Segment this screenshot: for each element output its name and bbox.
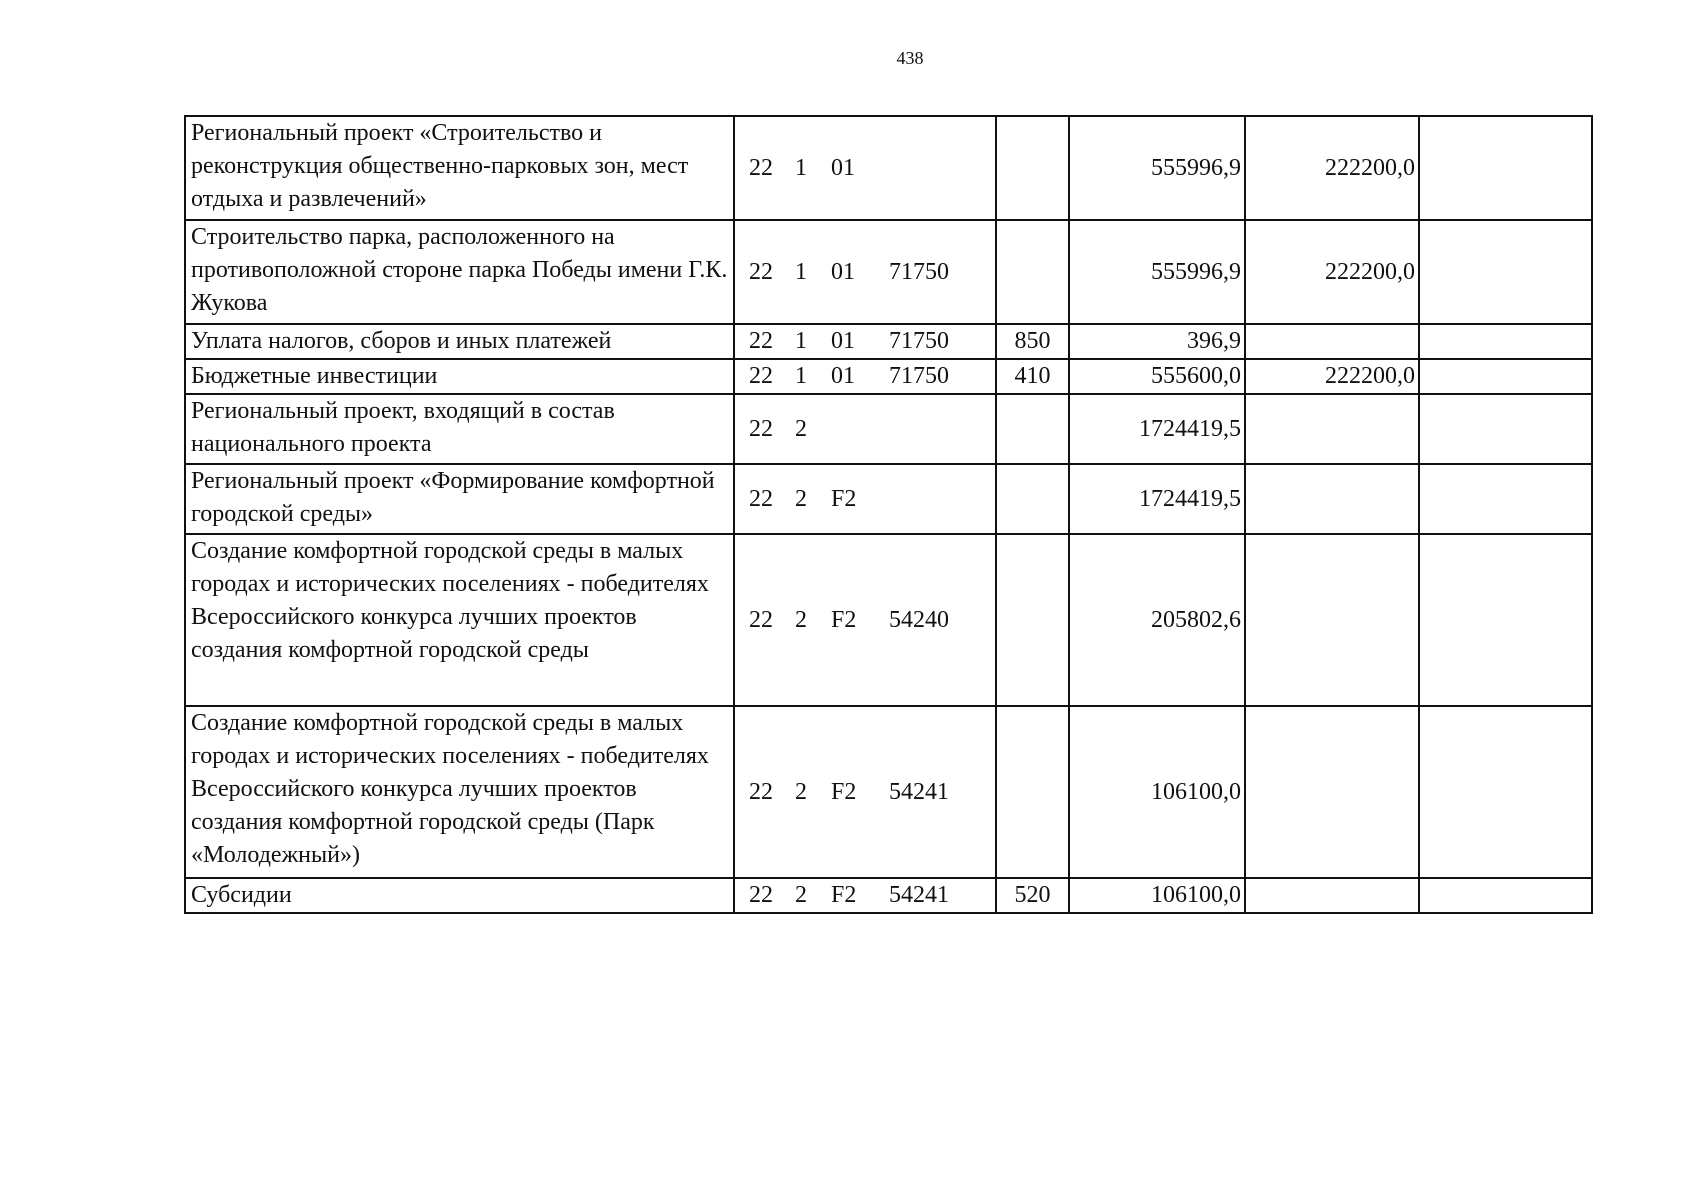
code-direction: 71750 bbox=[889, 363, 949, 389]
amount-1: 555996,9 bbox=[1069, 220, 1245, 324]
budget-table bbox=[184, 115, 1593, 914]
amount-3 bbox=[1419, 359, 1592, 394]
code-project: F2 bbox=[831, 606, 857, 633]
amount-1: 1724419,5 bbox=[1069, 464, 1245, 534]
table-row bbox=[185, 878, 1592, 913]
code-subprogram: 2 bbox=[795, 778, 807, 805]
code-subprogram: 1 bbox=[795, 258, 807, 285]
code-project: 01 bbox=[831, 258, 855, 285]
amount-2: 222200,0 bbox=[1245, 220, 1419, 324]
table-row bbox=[185, 324, 1592, 359]
row-name: Субсидии bbox=[185, 878, 734, 913]
amount-2: 222200,0 bbox=[1245, 116, 1419, 220]
code-program: 22 bbox=[749, 415, 773, 442]
table-row bbox=[185, 220, 1592, 324]
expense-type bbox=[996, 116, 1069, 220]
row-codes bbox=[734, 706, 996, 878]
row-name: Уплата налогов, сборов и иных платежей bbox=[185, 324, 734, 359]
row-codes bbox=[734, 394, 996, 464]
page-number: 438 bbox=[896, 48, 924, 68]
amount-1: 106100,0 bbox=[1069, 878, 1245, 913]
table-row bbox=[185, 534, 1592, 706]
table-row bbox=[185, 464, 1592, 534]
row-name: Региональный проект, входящий в состав национального проекта bbox=[185, 394, 734, 464]
table-row bbox=[185, 359, 1592, 394]
row-name: Создание комфортной городской среды в малых городах и исторических поселениях - победителях Всероссийского конкурса лучших проектов создания комфортной городской среды bbox=[185, 534, 734, 706]
code-project: 01 bbox=[831, 363, 855, 389]
code-subprogram: 1 bbox=[795, 363, 807, 389]
amount-2 bbox=[1245, 464, 1419, 534]
amount-1: 106100,0 bbox=[1069, 706, 1245, 878]
amount-3 bbox=[1419, 220, 1592, 324]
code-subprogram: 2 bbox=[795, 882, 807, 908]
code-project: 01 bbox=[831, 154, 855, 181]
code-program: 22 bbox=[749, 328, 773, 354]
row-codes bbox=[734, 359, 996, 394]
table-row bbox=[185, 706, 1592, 878]
amount-1: 396,9 bbox=[1069, 324, 1245, 359]
expense-type bbox=[996, 706, 1069, 878]
amount-2 bbox=[1245, 534, 1419, 706]
row-name: Региональный проект «Строительство и реконструкция общественно-парковых зон, мест отдыха и развлечений» bbox=[185, 116, 734, 220]
table-row bbox=[185, 394, 1592, 464]
amount-3 bbox=[1419, 324, 1592, 359]
amount-1: 205802,6 bbox=[1069, 534, 1245, 706]
row-name: Создание комфортной городской среды в малых городах и исторических поселениях - победителях Всероссийского конкурса лучших проектов создания комфортной городской среды (Парк «Молодежный») bbox=[185, 706, 734, 878]
amount-2: 222200,0 bbox=[1245, 359, 1419, 394]
expense-type bbox=[996, 464, 1069, 534]
code-direction: 54240 bbox=[889, 606, 949, 633]
amount-2 bbox=[1245, 394, 1419, 464]
row-codes bbox=[734, 116, 996, 220]
code-direction: 71750 bbox=[889, 328, 949, 354]
expense-type: 850 bbox=[996, 324, 1069, 359]
code-project: F2 bbox=[831, 778, 857, 805]
code-subprogram: 2 bbox=[795, 415, 807, 442]
amount-3 bbox=[1419, 116, 1592, 220]
code-subprogram: 2 bbox=[795, 606, 807, 633]
code-project: F2 bbox=[831, 882, 857, 908]
code-program: 22 bbox=[749, 154, 773, 181]
expense-type bbox=[996, 534, 1069, 706]
row-codes bbox=[734, 534, 996, 706]
amount-3 bbox=[1419, 464, 1592, 534]
code-program: 22 bbox=[749, 258, 773, 285]
amount-1: 555996,9 bbox=[1069, 116, 1245, 220]
expense-type bbox=[996, 220, 1069, 324]
code-project: F2 bbox=[831, 485, 857, 512]
row-codes bbox=[734, 464, 996, 534]
amount-3 bbox=[1419, 394, 1592, 464]
code-program: 22 bbox=[749, 882, 773, 908]
code-direction: 71750 bbox=[889, 258, 949, 285]
amount-1: 555600,0 bbox=[1069, 359, 1245, 394]
row-codes bbox=[734, 220, 996, 324]
code-program: 22 bbox=[749, 363, 773, 389]
expense-type bbox=[996, 394, 1069, 464]
row-name: Бюджетные инвестиции bbox=[185, 359, 734, 394]
code-subprogram: 1 bbox=[795, 328, 807, 354]
table-row bbox=[185, 116, 1592, 220]
row-name: Региональный проект «Формирование комфортной городской среды» bbox=[185, 464, 734, 534]
amount-2 bbox=[1245, 878, 1419, 913]
amount-2 bbox=[1245, 324, 1419, 359]
code-program: 22 bbox=[749, 485, 773, 512]
code-direction: 54241 bbox=[889, 882, 949, 908]
expense-type: 410 bbox=[996, 359, 1069, 394]
code-project: 01 bbox=[831, 328, 855, 354]
code-program: 22 bbox=[749, 606, 773, 633]
amount-3 bbox=[1419, 534, 1592, 706]
row-name: Строительство парка, расположенного на противоположной стороне парка Победы имени Г.К. Жукова bbox=[185, 220, 734, 324]
amount-2 bbox=[1245, 706, 1419, 878]
row-codes bbox=[734, 324, 996, 359]
expense-type: 520 bbox=[996, 878, 1069, 913]
code-program: 22 bbox=[749, 778, 773, 805]
amount-3 bbox=[1419, 706, 1592, 878]
code-subprogram: 1 bbox=[795, 154, 807, 181]
code-subprogram: 2 bbox=[795, 485, 807, 512]
amount-1: 1724419,5 bbox=[1069, 394, 1245, 464]
amount-3 bbox=[1419, 878, 1592, 913]
row-codes bbox=[734, 878, 996, 913]
code-direction: 54241 bbox=[889, 778, 949, 805]
